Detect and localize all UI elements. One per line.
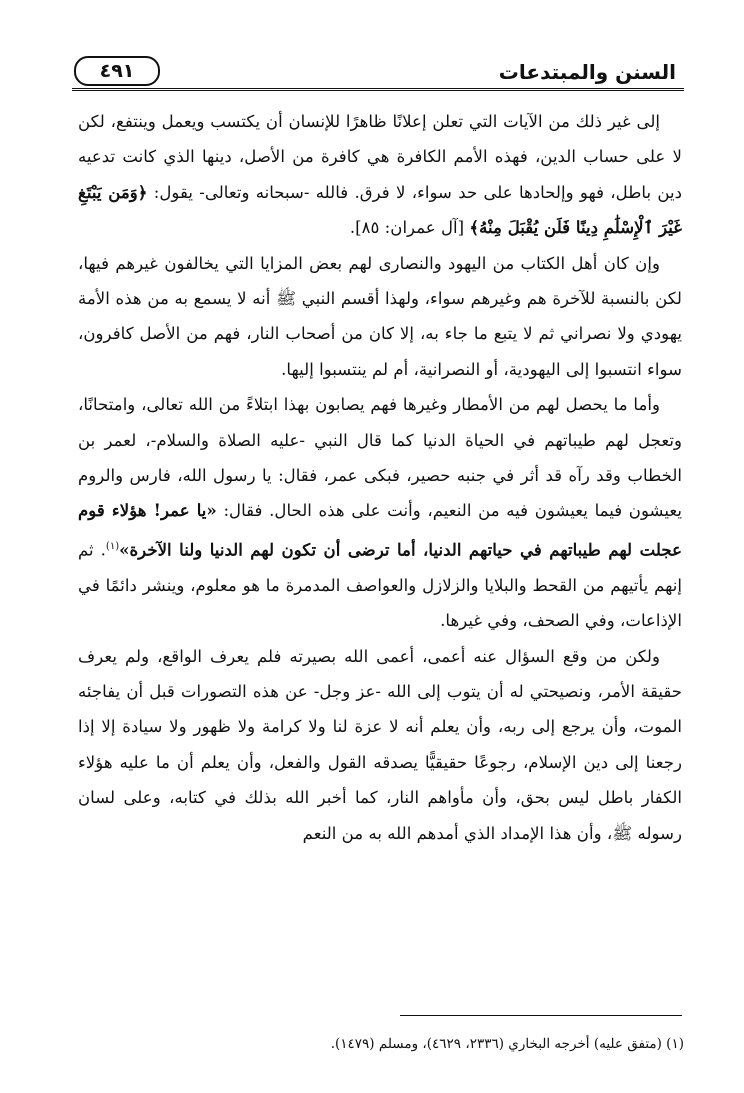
paragraph	[78, 387, 682, 638]
hadith-quote: «يا عمر! هؤلاء قوم عجلت لهم طيباتهم في حياتهم الدنيا، أما ترضى أن تكون لهم الدنيا ولنا الآخرة»	[78, 500, 682, 560]
running-header	[72, 52, 684, 92]
text-run: . ثم إنهم يأتيهم من القحط والبلايا والزلازل والعواصف المدمرة ما هو معلوم، وينشر دائمًا في الإذاعات، وفي الصحف، وفي غيرها.	[78, 540, 682, 631]
footnote: (١) (متفق عليه) أخرجه البخاري (٢٣٣٦، ٤٦٢٩)، ومسلم (١٤٧٩).	[330, 1036, 684, 1052]
body-text	[78, 104, 682, 851]
quran-verse: ﴿وَمَن يَبْتَغِ غَيْرَ ٱلْإِسْلَٰمِ دِينًا فَلَن يُقْبَلَ مِنْهُ﴾	[78, 181, 682, 238]
text-run: وأما ما يحصل لهم من الأمطار وغيرها فهم يصابون بهذا ابتلاءً من الله تعالى، وامتحانًا، وتعجل لهم طيباتهم في الحياة الدنيا كما قال النبي -عليه الصلاة والسلام-، لعمر بن الخطاب وقد رآه قد أثر في جنبه حصير، فبكى عمر، فقال: يا رسول الله، فارس والروم يعيشون فيما يعيشون فيه من النعيم، وأنت على هذه الحال. فقال:	[78, 395, 682, 521]
text-run: [آل عمران: ٨٥].	[349, 218, 470, 238]
footnote-marker: (١)	[105, 540, 120, 552]
header-title: السنن والمبتدعات	[498, 60, 676, 84]
paragraph	[78, 639, 682, 851]
paragraph	[78, 104, 682, 246]
footnote-rule	[400, 1015, 682, 1016]
page-number: ٤٩١	[74, 56, 160, 86]
header-rule	[72, 88, 684, 91]
text-run: وإن كان أهل الكتاب من اليهود والنصارى لهم بعض المزايا التي يخالفون غيرهم فيها، لكن بالنسبة للآخرة هم وغيرهم سواء، ولهذا أقسم النبي ﷺ أنه لا يسمع به من هذه الأمة يهودي ولا نصراني ثم لا يتبع ما جاء به، إلا كان من أصحاب النار، فهم من الأصل كافرون، سواء انتسبوا إلى اليهودية، أو النصرانية، أم لم ينتسبوا إليها.	[78, 253, 682, 379]
text-run: إلى غير ذلك من الآيات التي تعلن إعلانًا ظاهرًا للإنسان أن يكتسب ويعمل وينتفع، لكن لا على حساب الدين، فهذه الأمم الكافرة هي كافرة من الأصل، دينها الذي كانت تدعيه دين باطل، فهو وإلحادها على حد سواء، لا فرق. فالله -سبحانه وتعالى- يقول:	[78, 112, 682, 202]
text-run: ولكن من وقع السؤال عنه أعمى، أعمى الله بصيرته فلم يعرف الواقع، ولم يعرف حقيقة الأمر، ونصيحتي له أن يتوب إلى الله -عز وجل- عن هذه التصورات قبل أن يفاجئه الموت، وأن يرجع إلى ربه، وأن يعلم أنه لا عزة لنا ولا كرامة ولا ظهور ولا سيادة إلا إذا رجعنا إلى دين الإسلام، رجوعًا حقيقيًّا يصدقه القول والفعل، وأن يعلم أن ما عليه هؤلاء الكفار باطل ليس بحق، وأن مأواهم النار، كما أخبر الله بذلك في كتابه، وعلى لسان رسوله ﷺ، وأن هذا الإمداد الذي أمدهم الله به من النعم	[78, 646, 682, 843]
paragraph	[78, 246, 682, 388]
